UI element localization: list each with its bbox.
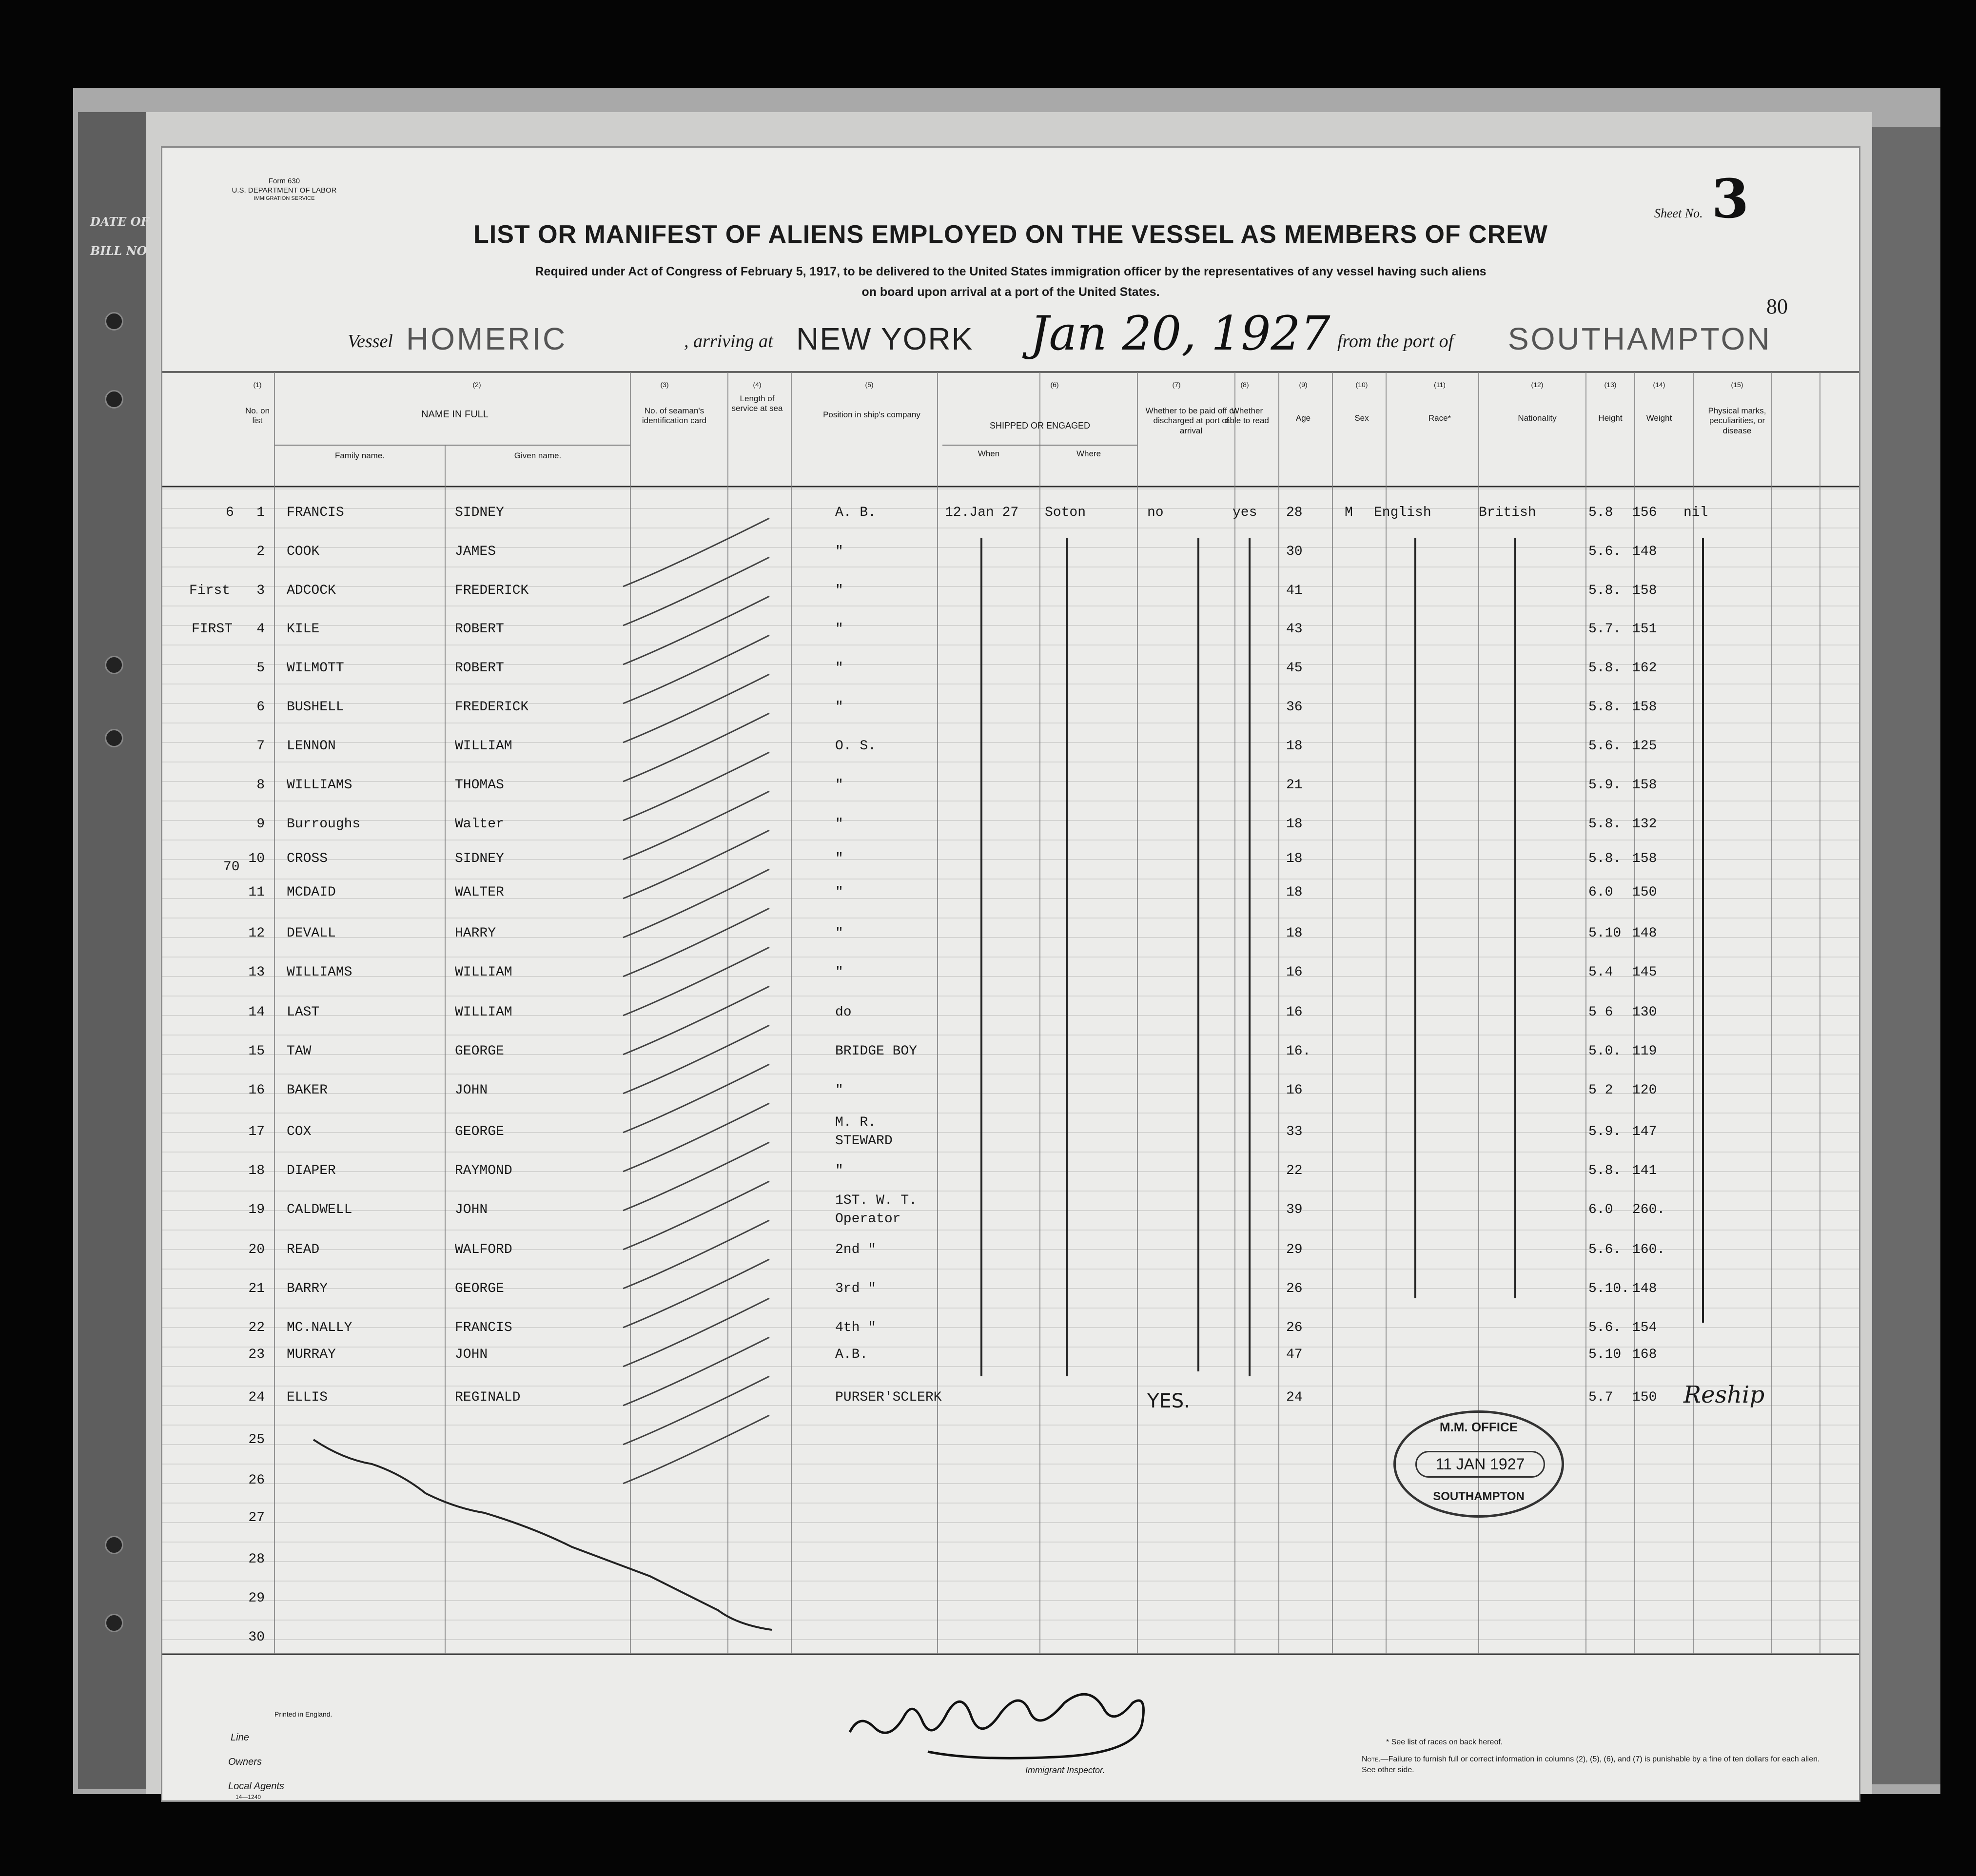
col-num-13: (13) (1604, 381, 1617, 389)
note-label: Note. (1362, 1755, 1381, 1763)
row-number: 1 (256, 505, 265, 520)
cell-race: English (1374, 505, 1431, 520)
cell-height: 5.7. (1588, 622, 1622, 637)
pencil-stroke (623, 1376, 769, 1445)
cell-position: BRIDGE BOY (835, 1044, 918, 1059)
row-number: 8 (256, 778, 265, 793)
cell-age: 16 (1286, 1083, 1303, 1098)
cell-age: 47 (1286, 1347, 1303, 1362)
col-num-14: (14) (1653, 381, 1665, 389)
cell-position: " (835, 622, 843, 637)
pencil-stroke (623, 908, 769, 977)
cell-age: 16 (1286, 1005, 1303, 1020)
row-number: 16 (248, 1083, 265, 1098)
col-num-2: (2) (472, 381, 481, 389)
col-num-7: (7) (1172, 381, 1181, 389)
cell-family: READ (287, 1242, 320, 1257)
cell-given: REGINALD (455, 1390, 521, 1405)
cell-given: WILLIAM (455, 965, 512, 980)
cell-family: DEVALL (287, 926, 336, 941)
cell-family: KILE (287, 622, 320, 637)
cell-weight: 154 (1632, 1320, 1657, 1335)
cell-age: 26 (1286, 1281, 1303, 1296)
row-number: 4 (256, 622, 265, 637)
cell-height: 5.8. (1588, 851, 1622, 866)
cell-position: O. S. (835, 739, 877, 754)
cell-position: M. R. STEWARD (835, 1115, 893, 1149)
cell-height: 5.6. (1588, 544, 1622, 559)
cell-given: SIDNEY (455, 505, 504, 520)
row-number: 20 (248, 1242, 265, 1257)
cell-position: 4th " (835, 1320, 877, 1335)
cell-weight: 160. (1632, 1242, 1665, 1257)
cell-weight: 119 (1632, 1044, 1657, 1059)
cell-age: 22 (1286, 1163, 1303, 1178)
pencil-stroke (623, 752, 769, 821)
cell-age: 18 (1286, 739, 1303, 754)
cell-given: THOMAS (455, 778, 504, 793)
cell-age: 18 (1286, 817, 1303, 832)
col-when: When (978, 449, 1000, 458)
races-note: * See list of races on back hereof. (1386, 1738, 1503, 1746)
margin-note-first-1: First (189, 583, 231, 598)
pencil-stroke (623, 1025, 769, 1094)
departure-port: SOUTHAMPTON (1508, 321, 1772, 356)
row-number: 10 (248, 851, 265, 866)
col-no-on-list: No. on list (245, 406, 270, 426)
col-sex: Sex (1354, 413, 1369, 423)
margin-date-label: DATE OF (90, 215, 149, 229)
cell-position: 1ST. W. T. Operator (835, 1193, 918, 1227)
col-weight: Weight (1646, 413, 1672, 423)
page-subtitle-2: on board upon arrival at a port of the United States. (861, 285, 1160, 299)
cell-given: WALFORD (455, 1242, 512, 1257)
cell-given: WALTER (455, 885, 504, 900)
cell-given: RAYMOND (455, 1163, 512, 1178)
cell-age: 24 (1286, 1390, 1303, 1405)
row-number: 25 (248, 1432, 265, 1447)
col-marks: Physical marks, peculiarities, or disease (1708, 406, 1766, 435)
cell-paid: YES. (1147, 1390, 1190, 1412)
cell-height: 5.6. (1588, 739, 1622, 754)
cell-position: " (835, 851, 843, 866)
margin-bill-label: BILL NO (90, 244, 147, 258)
pencil-stroke (623, 557, 769, 625)
row-number: 27 (248, 1510, 265, 1525)
cell-family: WILLIAMS (287, 778, 352, 793)
cell-age: 18 (1286, 926, 1303, 941)
cell-height: 5.10. (1588, 1281, 1630, 1296)
stamp-icon (1393, 1410, 1564, 1518)
col-paid-off: Whether to be paid off or discharged at port of arrival (1145, 406, 1237, 435)
col-family-name: Family name. (334, 451, 385, 460)
sheet-label: Sheet No. (1654, 206, 1703, 220)
col-where: Where (1076, 449, 1101, 458)
pencil-stroke (623, 1064, 769, 1133)
cell-given: JAMES (455, 544, 496, 559)
col-given-name: Given name. (514, 451, 562, 460)
cell-weight: 145 (1632, 965, 1657, 980)
col-num-15: (15) (1731, 381, 1743, 389)
cell-position: " (835, 817, 843, 832)
cell-height: 5.8. (1588, 661, 1622, 676)
cell-family: COOK (287, 544, 320, 559)
cell-height: 5.6. (1588, 1242, 1622, 1257)
cell-height: 5.8. (1588, 583, 1622, 598)
cell-height: 5.8. (1588, 1163, 1622, 1178)
penalty-note (1362, 1754, 1830, 1776)
cell-family: COX (287, 1124, 312, 1139)
cell-height: 5.4 (1588, 965, 1613, 980)
cell-given: ROBERT (455, 622, 504, 637)
pencil-stroke (623, 1337, 769, 1406)
page-title: LIST OR MANIFEST OF ALIENS EMPLOYED ON THE VESSEL AS MEMBERS OF CREW (473, 220, 1548, 249)
cell-weight: 141 (1632, 1163, 1657, 1178)
col-num-1: (1) (253, 381, 262, 389)
cell-family: ADCOCK (287, 583, 336, 598)
col-num-10: (10) (1355, 381, 1368, 389)
pencil-stroke (623, 1415, 769, 1484)
cell-family: MCDAID (287, 885, 336, 900)
cell-position: " (835, 885, 843, 900)
cell-position: 2nd " (835, 1242, 877, 1257)
pencil-stroke (623, 518, 769, 586)
cell-weight: 130 (1632, 1005, 1657, 1020)
col-height: Height (1598, 413, 1623, 423)
cell-family: WILMOTT (287, 661, 344, 676)
cell-height: 5.7 (1588, 1390, 1613, 1405)
pencil-stroke (623, 947, 769, 1016)
pencil-stroke (623, 1181, 769, 1250)
stamp-bottom: SOUTHAMPTON (1433, 1490, 1525, 1503)
col-num-6: (6) (1050, 381, 1059, 389)
binder-hole-icon (105, 729, 123, 747)
cell-age: 18 (1286, 851, 1303, 866)
row-number: 6 (256, 700, 265, 715)
page-subtitle-1: Required under Act of Congress of February 5, 1917, to be delivered to the United States immigration officer by the representatives of any vessel having such aliens (535, 265, 1487, 278)
cell-age: 18 (1286, 885, 1303, 900)
cell-height: 5.8. (1588, 700, 1622, 715)
row-number: 14 (248, 1005, 265, 1020)
col-able-read: Whether able to read (1225, 406, 1269, 426)
cell-given: SIDNEY (455, 851, 504, 866)
row-number: 24 (248, 1390, 265, 1405)
note-text: —Failure to furnish full or correct information in columns (2), (5), (6), and (7) is punishable by a fine of ten dollars for each alien. See other side. (1362, 1755, 1820, 1775)
cell-height: 6.0 (1588, 885, 1613, 900)
cell-given: HARRY (455, 926, 496, 941)
sheet-number: 3 (1711, 167, 1749, 230)
vessel-label: Vessel (348, 331, 393, 352)
cell-height: 5.9. (1588, 1124, 1622, 1139)
col-num-12: (12) (1531, 381, 1544, 389)
pencil-stroke (623, 1103, 769, 1172)
binder-hole-icon (105, 1614, 123, 1632)
cell-position: " (835, 778, 843, 793)
cell-age: 29 (1286, 1242, 1303, 1257)
row-number: 11 (248, 885, 265, 900)
pencil-stroke (623, 713, 769, 782)
cell-given: ROBERT (455, 661, 504, 676)
cell-position: " (835, 544, 843, 559)
row-number: 17 (248, 1124, 265, 1139)
pencil-stroke (623, 986, 769, 1055)
cell-age: 39 (1286, 1202, 1303, 1217)
cell-weight: 158 (1632, 778, 1657, 793)
cell-given: FRANCIS (455, 1320, 512, 1335)
cell-height: 5.6. (1588, 1320, 1622, 1335)
pencil-stroke (623, 635, 769, 704)
cell-position: " (835, 965, 843, 980)
cell-family: LENNON (287, 739, 336, 754)
row-number: 2 (256, 544, 265, 559)
stamp-date: 11 JAN 1927 (1415, 1451, 1545, 1478)
cell-position: " (835, 700, 843, 715)
pencil-stroke (623, 596, 769, 664)
cell-weight: 147 (1632, 1124, 1657, 1139)
cell-position: " (835, 1083, 843, 1098)
cell-given: JOHN (455, 1202, 488, 1217)
row-number: 5 (256, 661, 265, 676)
cell-age: 36 (1286, 700, 1303, 715)
cell-height: 5.0. (1588, 1044, 1622, 1059)
col-num-3: (3) (660, 381, 669, 389)
cell-family: CROSS (287, 851, 328, 866)
col-age: Age (1295, 413, 1311, 423)
cell-family: MC.NALLY (287, 1320, 352, 1335)
col-num-9: (9) (1299, 381, 1308, 389)
col-name-in-full: NAME IN FULL (421, 409, 489, 420)
cell-given: FREDERICK (455, 583, 529, 598)
margin-note-6: 6 (226, 505, 234, 520)
row-number: 30 (248, 1630, 265, 1645)
cell-where: Soton (1045, 505, 1086, 520)
cell-position: A.B. (835, 1347, 868, 1362)
cell-weight: 156 (1632, 505, 1657, 520)
vessel-name: HOMERIC (406, 321, 567, 356)
cell-position: do (835, 1005, 852, 1020)
cell-position: A. B. (835, 505, 877, 520)
cell-weight: 151 (1632, 622, 1657, 637)
col-num-11: (11) (1434, 381, 1446, 389)
line-label: Line (231, 1732, 249, 1743)
cell-family: BUSHELL (287, 700, 344, 715)
row-number: 21 (248, 1281, 265, 1296)
cell-position: " (835, 1163, 843, 1178)
cell-height: 5 2 (1588, 1083, 1613, 1098)
cell-height: 5.8. (1588, 817, 1622, 832)
cell-paid: no (1147, 505, 1164, 520)
form-code: 14—1240 (235, 1794, 261, 1800)
closing-line (313, 1440, 772, 1630)
pencil-stroke (623, 830, 769, 899)
pencil-stroke (623, 869, 769, 938)
page-number: 80 (1766, 294, 1788, 318)
col-shipped: SHIPPED OR ENGAGED (989, 421, 1091, 430)
cell-nationality: British (1479, 505, 1536, 520)
cell-height: 5 6 (1588, 1005, 1613, 1020)
cell-given: FREDERICK (455, 700, 529, 715)
col-race: Race* (1428, 413, 1451, 423)
row-number: 15 (248, 1044, 265, 1059)
cell-age: 21 (1286, 778, 1303, 793)
binder-hole-icon (105, 390, 123, 409)
arriving-label: , arriving at (684, 331, 773, 352)
pencil-stroke (623, 791, 769, 860)
row-number: 13 (248, 965, 265, 980)
from-port-label: from the port of (1337, 331, 1454, 352)
binder-hole-icon (105, 656, 123, 674)
cell-weight: 168 (1632, 1347, 1657, 1362)
cell-height: 5.9. (1588, 778, 1622, 793)
cell-weight: 125 (1632, 739, 1657, 754)
cell-marks: nil (1683, 505, 1708, 520)
margin-note-70: 70 (223, 860, 240, 875)
cell-weight: 158 (1632, 700, 1657, 715)
cell-given: GEORGE (455, 1124, 504, 1139)
cell-position: 3rd " (835, 1281, 877, 1296)
cell-age: 16. (1286, 1044, 1311, 1059)
printed-note: Printed in England. (274, 1710, 333, 1718)
cell-family: Burroughs (287, 817, 361, 832)
cell-height: 6.0 (1588, 1202, 1613, 1217)
service-name: IMMIGRATION SERVICE (254, 195, 315, 201)
cell-position: " (835, 661, 843, 676)
pencil-stroke (623, 1220, 769, 1289)
cell-height: 5.8 (1588, 505, 1613, 520)
binder-hole-icon (105, 312, 123, 331)
pencil-stroke (623, 1142, 769, 1211)
cell-family: BARRY (287, 1281, 328, 1296)
cell-age: 26 (1286, 1320, 1303, 1335)
cell-position: " (835, 583, 843, 598)
cell-weight: 148 (1632, 926, 1657, 941)
cell-age: 45 (1286, 661, 1303, 676)
inspector-label: Immigrant Inspector. (1025, 1765, 1105, 1775)
cell-age: 16 (1286, 965, 1303, 980)
cell-height: 5.10 (1588, 1347, 1622, 1362)
col-seaman-card: No. of seaman's identification card (642, 406, 707, 426)
department-name: U.S. DEPARTMENT OF LABOR (232, 186, 337, 195)
cell-family: DIAPER (287, 1163, 336, 1178)
cell-family: MURRAY (287, 1347, 336, 1362)
cell-given: Walter (455, 817, 504, 832)
cell-position: PURSER'SCLERK (835, 1390, 942, 1405)
row-number: 28 (248, 1552, 265, 1567)
arrival-date: Jan 20, 1927 (1030, 306, 1330, 361)
pencil-stroke (623, 1259, 769, 1328)
cell-weight: 260. (1632, 1202, 1665, 1217)
cell-family: BAKER (287, 1083, 328, 1098)
col-num-5: (5) (865, 381, 874, 389)
col-num-8: (8) (1240, 381, 1249, 389)
cell-weight: 120 (1632, 1083, 1657, 1098)
cell-age: 41 (1286, 583, 1303, 598)
binder-right-strip (1862, 127, 1940, 1784)
stamp-top: M.M. OFFICE (1439, 1420, 1518, 1434)
form-number: Form 630 (268, 177, 300, 185)
row-number: 26 (248, 1473, 265, 1488)
cell-age: 30 (1286, 544, 1303, 559)
row-number: 19 (248, 1202, 265, 1217)
cell-given: GEORGE (455, 1281, 504, 1296)
cell-age: 28 (1286, 505, 1303, 520)
cell-when: 12.Jan 27 (945, 505, 1019, 520)
row-number: 22 (248, 1320, 265, 1335)
cell-marks: Reship (1683, 1381, 1765, 1408)
cell-weight: 132 (1632, 817, 1657, 832)
row-number: 7 (256, 739, 265, 754)
cell-weight: 158 (1632, 851, 1657, 866)
cell-given: WILLIAM (455, 739, 512, 754)
row-number: 9 (256, 817, 265, 832)
cell-sex: M (1345, 505, 1353, 520)
row-number: 12 (248, 926, 265, 941)
cell-age: 43 (1286, 622, 1303, 637)
cell-given: GEORGE (455, 1044, 504, 1059)
cell-family: ELLIS (287, 1390, 328, 1405)
col-num-4: (4) (753, 381, 762, 389)
cell-weight: 162 (1632, 661, 1657, 676)
row-number: 23 (248, 1347, 265, 1362)
manifest-page (161, 146, 1860, 1802)
cell-family: WILLIAMS (287, 965, 352, 980)
row-number: 18 (248, 1163, 265, 1178)
cell-weight: 150 (1632, 885, 1657, 900)
cell-read: yes (1233, 505, 1257, 520)
agents-label: Local Agents (228, 1781, 284, 1792)
cell-weight: 148 (1632, 544, 1657, 559)
row-number: 3 (256, 583, 265, 598)
cell-given: JOHN (455, 1083, 488, 1098)
binder-hole-icon (105, 1536, 123, 1554)
col-position: Position in ship's company (823, 410, 920, 419)
owners-label: Owners (228, 1757, 262, 1767)
pencil-stroke (623, 674, 769, 743)
cell-position: " (835, 926, 843, 941)
cell-age: 33 (1286, 1124, 1303, 1139)
cell-weight: 148 (1632, 1281, 1657, 1296)
pencil-stroke (623, 1298, 769, 1367)
col-nationality: Nationality (1518, 413, 1557, 423)
cell-weight: 158 (1632, 583, 1657, 598)
cell-family: TAW (287, 1044, 312, 1059)
col-length-service: Length of service at sea (731, 394, 783, 413)
cell-family: LAST (287, 1005, 320, 1020)
arrival-port: NEW YORK (796, 321, 974, 356)
margin-note-first-2: FIRST (192, 622, 233, 637)
cell-weight: 150 (1632, 1390, 1657, 1405)
row-number: 29 (248, 1591, 265, 1606)
cell-given: WILLIAM (455, 1005, 512, 1020)
cell-given: JOHN (455, 1347, 488, 1362)
cell-family: FRANCIS (287, 505, 344, 520)
cell-height: 5.10 (1588, 926, 1622, 941)
cell-family: CALDWELL (287, 1202, 352, 1217)
